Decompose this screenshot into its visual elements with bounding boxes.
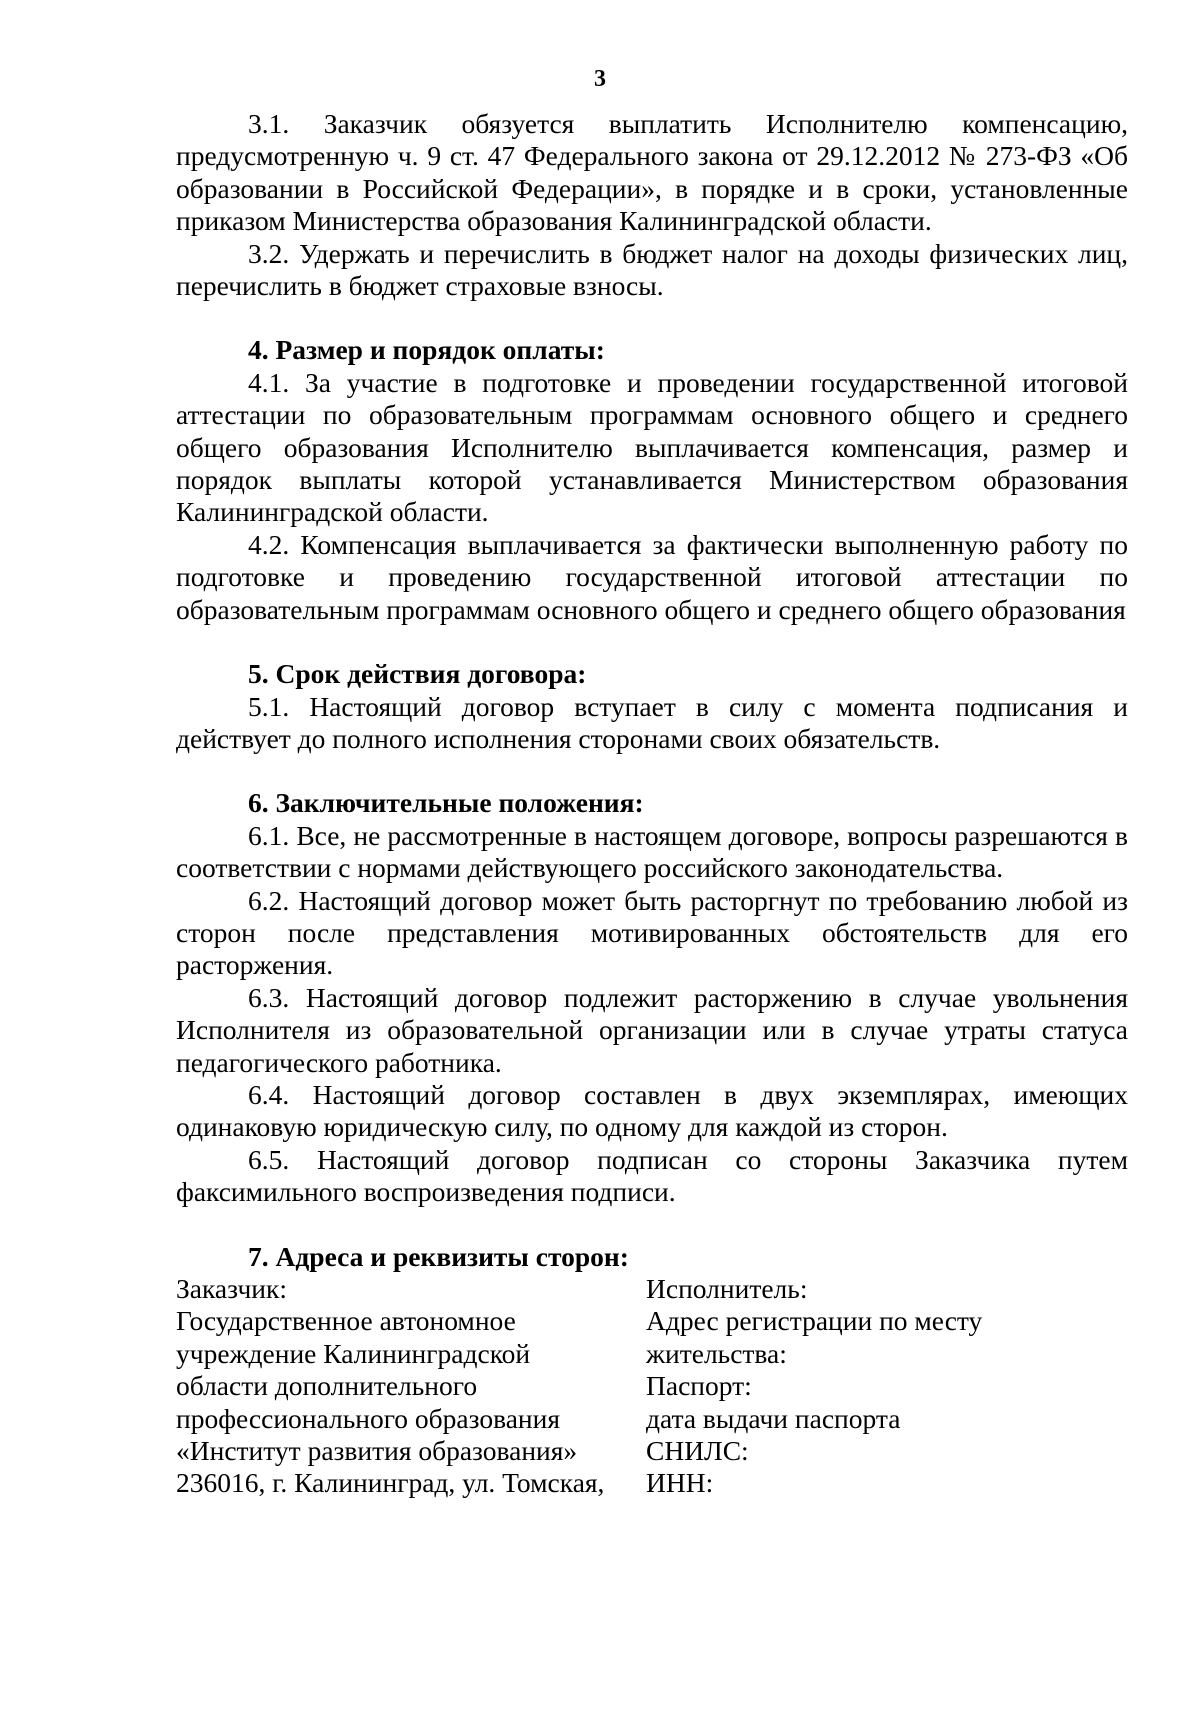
customer-column — [176, 1273, 646, 1500]
customer-line: Заказчик: — [176, 1273, 287, 1304]
executor-line: Паспорт: — [646, 1370, 752, 1402]
customer-line: Государственное автономное — [176, 1305, 516, 1337]
executor-line: Адрес регистрации по месту — [646, 1305, 983, 1337]
clause-3-1: 3.1. Заказчик обязуется выплатить Исполнителю компенсацию, предусмотренную ч. 9 ст. 47 Федерального закона от 29.12.2012 № 273-ФЗ «Об образовании в Российской Федерации», в порядке и в сроки, установленные приказом Министерства образования Калининградской области. — [176, 108, 1128, 237]
clause-5-1: 5.1. Настоящий договор вступает в силу с момента подписания и действует до полного исполнения сторонами своих обязательств. — [176, 690, 1128, 754]
clause-6-5: 6.5. Настоящий договор подписан со стороны Заказчика путем факсимильного воспроизведения подписи. — [176, 1143, 1128, 1208]
executor-column — [646, 1273, 1128, 1500]
clause-6-3: 6.3. Настоящий договор подлежит расторжению в случае увольнения Исполнителя из образовательной организации или в случае утраты статуса педагогического работника. — [176, 981, 1128, 1078]
page-number: 3 — [594, 66, 606, 92]
customer-line: 236016, г. Калининград, ул. Томская, — [176, 1467, 605, 1499]
clause-4-1: 4.1. За участие в подготовке и проведении государственной итоговой аттестации по образовательным программам основного общего и среднего общего образования Исполнителю выплачивается компенсация, размер и порядок выплаты которой устанавливается Министерством образования Калининградской области. — [176, 366, 1128, 528]
clause-6-2: 6.2. Настоящий договор может быть расторгнут по требованию любой из сторон после представления мотивированных обстоятельств для его расторжения. — [176, 884, 1128, 981]
section-5-heading: 5. Срок действия договора: — [248, 658, 587, 690]
customer-line: учреждение Калининградской — [176, 1337, 531, 1369]
clause-4-2: 4.2. Компенсация выплачивается за фактически выполненную работу по подготовке и проведению государственной итоговой аттестации по образовательным программам основного общего и среднего общего образования — [176, 528, 1128, 625]
section-6-heading: 6. Заключительные положения: — [248, 787, 644, 819]
customer-line: профессионального образования — [176, 1402, 560, 1434]
executor-line: СНИЛС: — [646, 1435, 749, 1467]
section-7-heading: 7. Адреса и реквизиты сторон: — [248, 1240, 629, 1272]
document-body — [176, 108, 1128, 1500]
executor-line: жительства: — [646, 1337, 787, 1369]
executor-line: ИНН: — [646, 1467, 714, 1499]
parties-details — [176, 1273, 1128, 1500]
executor-line: Исполнитель: — [646, 1273, 808, 1304]
clause-6-4: 6.4. Настоящий договор составлен в двух экземплярах, имеющих одинаковую юридическую силу, по одному для каждой из сторон. — [176, 1078, 1128, 1143]
customer-line: области дополнительного — [176, 1370, 478, 1402]
section-4-heading: 4. Размер и порядок оплаты: — [248, 334, 605, 366]
clause-6-1: 6.1. Все, не рассмотренные в настоящем договоре, вопросы разрешаются в соответствии с нормами действующего российского законодательства. — [176, 819, 1128, 884]
customer-line: «Институт развития образования» — [176, 1435, 578, 1467]
clause-3-2: 3.2. Удержать и перечислить в бюджет налог на доходы физических лиц, перечислить в бюджет страховые взносы. — [176, 237, 1128, 302]
executor-line: дата выдачи паспорта — [646, 1402, 901, 1434]
